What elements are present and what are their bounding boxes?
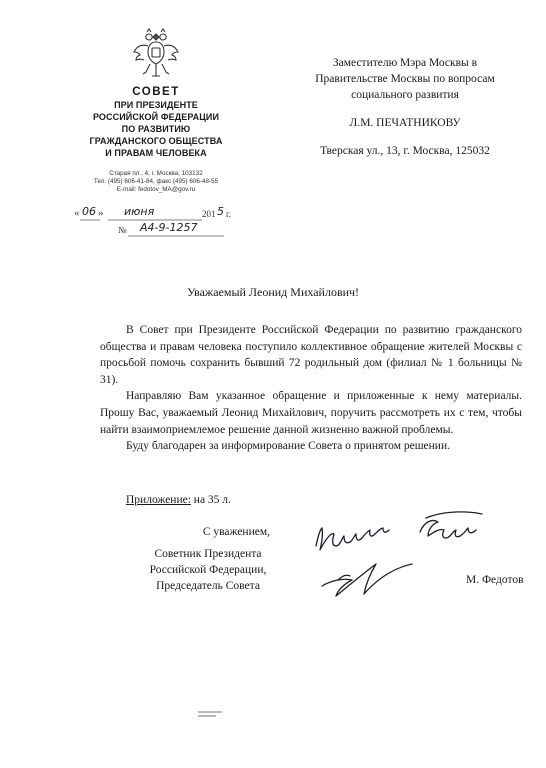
date-year-suffix: г.: [226, 209, 231, 219]
appendix-label: Приложение:: [126, 494, 191, 506]
number-label: №: [118, 225, 127, 235]
addressee-line: Правительстве Москвы по вопросам: [315, 73, 495, 85]
org-contacts: [70, 170, 242, 194]
org-name-block: [70, 86, 242, 159]
contact-email: E-mail: fedotov_MA@gov.ru: [116, 186, 196, 193]
signer-position-line: Российской Федерации,: [149, 564, 267, 576]
date-year-digit: 5: [217, 205, 224, 218]
closing-regards: С уважением,: [202, 526, 270, 538]
body-paragraph: Направляю Вам указанное обращение и приложенные к нему материалы. Прошу Вас, уважаемый Леонид Михайлович, поручить рассмотреть их с тем, чтобы найти взаимоприемлемое решение данной жизненно важной проблемы.: [100, 390, 522, 436]
date-day: 06: [82, 205, 96, 218]
addressee-block: [300, 55, 510, 159]
date-close-quote: »: [98, 207, 104, 219]
double-headed-eagle-icon: [132, 28, 180, 82]
date-open-quote: «: [74, 207, 80, 219]
body-paragraph: Буду благодарен за информирование Совета о принятом решении.: [126, 440, 450, 453]
date-month: июня: [124, 205, 155, 218]
signer-position-line: Советник Президента: [154, 548, 262, 560]
date-year-prefix: 201: [202, 209, 216, 219]
letter-body: [100, 322, 522, 455]
org-title: СОВЕТ: [132, 86, 180, 98]
number-underline: [128, 235, 228, 238]
salutation: Уважаемый Леонид Михайлович!: [186, 285, 360, 299]
signer-position-line: Председатель Совета: [156, 580, 260, 592]
number-value: А4-9-1257: [140, 221, 198, 234]
date-line: [74, 205, 244, 221]
addressee-line: Заместителю Мэра Москвы в: [332, 57, 478, 69]
corner-mark: [196, 708, 226, 720]
org-line: ПО РАЗВИТИЮ: [121, 124, 191, 134]
addressee-name: Л.М. ПЕЧАТНИКОВУ: [349, 117, 461, 129]
body-paragraph: В Совет при Президенте Российской Федерации по развитию гражданского общества и правам человека поступило коллективное обращение жителей Москвы с просьбой помочь сохранить бывший 72 родильный дом (филиал № 1 больницы № 31).: [100, 324, 522, 386]
signer-name: М. Федотов: [466, 574, 524, 586]
org-line: ПРИ ПРЕЗИДЕНТЕ: [114, 100, 198, 110]
appendix-value: на 35 л.: [193, 494, 231, 506]
reference-number-line: [118, 221, 248, 237]
contact-address: Старая пл., 4, г. Москва, 103132: [109, 170, 203, 177]
org-line: И ПРАВАМ ЧЕЛОВЕКА: [105, 148, 207, 158]
contact-phone: Тел. (495) 606-41-84, факс (495) 606-48-55: [93, 178, 219, 185]
addressee-address: Тверская ул., 13, г. Москва, 125032: [320, 145, 490, 157]
appendix-line: [126, 494, 231, 506]
handwritten-signature-icon: [310, 510, 500, 610]
closing-block: [128, 524, 288, 594]
addressee-line: социального развития: [351, 89, 459, 101]
org-line: РОССИЙСКОЙ ФЕДЕРАЦИИ: [92, 112, 220, 122]
org-line: ГРАЖДАНСКОГО ОБЩЕСТВА: [89, 136, 223, 146]
